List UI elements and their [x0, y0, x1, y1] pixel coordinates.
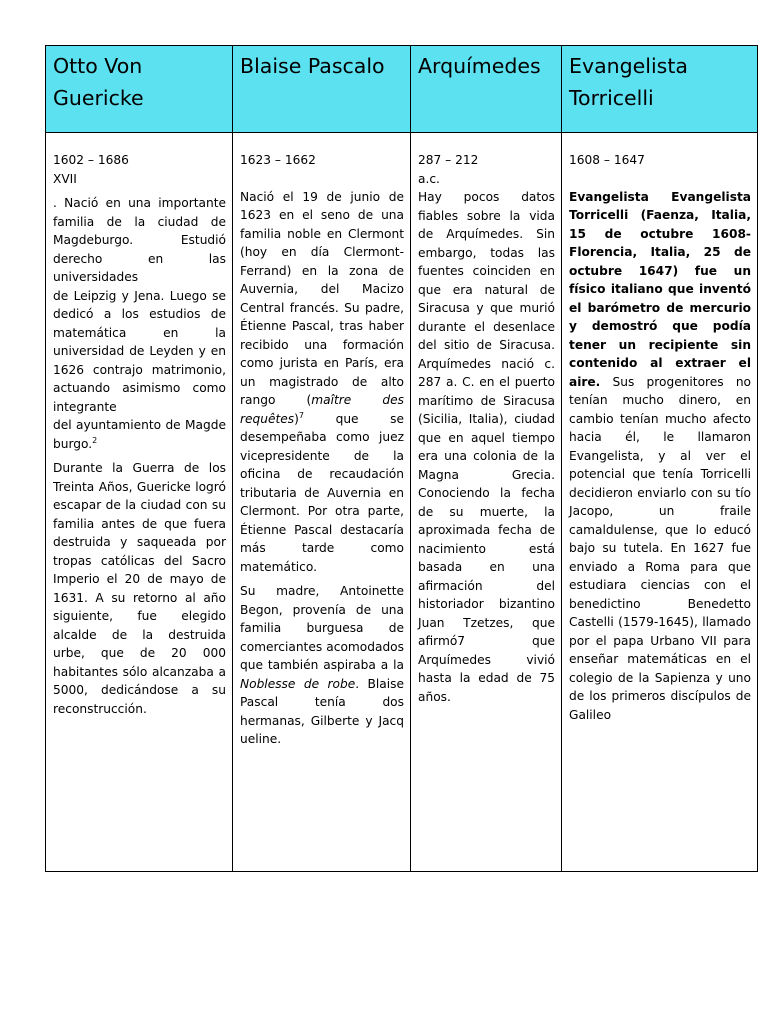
guericke-paragraph-2: Durante la Guerra de los Treinta Años, Guericke logró escapar de la ciudad con su familia antes de que fuera destruida y saqueada por tropas católicas del Sacro Imperio el 20 de mayo de 1631. A su retorno al año siguiente, fue elegido alcalde de la destruida urbe, que de 20 000 habitantes sólo alcanzaba a 5000, dedicándose a su reconstrucción. [53, 461, 226, 716]
pascal-p1-text-c: que se desempeñaba como juez vicepresidente de la oficina de recaudación tributaria de Auvernia en Clermont. Por otra parte, Étienne Pascal destacaría más tarde como matemático. [240, 411, 404, 574]
footnote-ref: 2 [92, 435, 98, 445]
cell-arquimedes [411, 133, 562, 872]
header-guericke [46, 46, 233, 133]
header-arquimedes-text: Arquímedes [418, 54, 541, 78]
pascal-paragraph-2 [240, 582, 404, 749]
content-row [46, 133, 758, 872]
header-pascal-text: Blaise Pascalo [240, 54, 385, 78]
guericke-p1-text: . Nació en una importante familia de la ciudad de Magdeburgo. Estudió derecho en las universidades de Leipzig y Jena. Luego se dedicó a los estudios de matemática en la universidad de Leyden y en 1626 contrajo matrimonio, actuando asimismo como integrante del ayuntamiento de Magde burgo. [53, 196, 226, 451]
cell-torricelli [562, 133, 758, 872]
header-torricelli-text: Evangelista Torricelli [569, 54, 688, 110]
guericke-dates: 1602 – 1686 XVII [53, 153, 129, 186]
pascal-p2-italic: Noblesse de robe [240, 676, 356, 691]
pascal-p2-text-a: Su madre, Antoinette Begon, provenía de una familia burguesa de comerciantes acomodados que también aspiraba a la [240, 584, 404, 672]
footnote-ref: 7 [298, 410, 304, 420]
arquimedes-dates: 287 – 212 a.c. [418, 153, 479, 186]
biography-table [45, 45, 758, 872]
torricelli-p1-text: Sus progenitores no tenían mucho dinero, en cambio tenían mucho afecto hacia él, le llamaron Evangelista, y al ver el potencial que tenía Torricelli decidieron enviarlo con su tío Jacopo, un fraile camaldulense, que lo educó bajo su tutela. En 1627 fue enviado a Roma para que estudiara ciencias con el benedictino Benedetto Castelli (1579-1645), llamado por el papa Urbano VII para enseñar matemáticas en el colegio de la Sapienza y uno de los primeros discípulos de Galileo [569, 374, 751, 722]
torricelli-paragraph-1 [569, 188, 751, 725]
torricelli-p1-bold: Evangelista Evangelista Torricelli (Faenza, Italia, 15 de octubre 1608-Florencia, Italia, 25 de octubre 1647) fue un físico italiano que inventó el barómetro de mercurio y demostró que podía tener un recipiente sin contenido al extraer el aire. [569, 189, 751, 389]
pascal-paragraph-1 [240, 188, 404, 577]
guericke-paragraph-1 [53, 194, 226, 453]
header-pascal [233, 46, 411, 133]
header-row [46, 46, 758, 133]
header-arquimedes [411, 46, 562, 133]
pascal-dates: 1623 – 1662 [240, 153, 316, 167]
arquimedes-paragraph-1: Hay pocos datos fiables sobre la vida de Arquímedes. Sin embargo, todas las fuentes coinciden en que era natural de Siracusa y que murió durante el desenlace del sitio de Siracusa. Arquímedes nació c. 287 a. C. en el puerto marítimo de Siracusa (Sicilia, Italia), ciudad que en aquel tiempo era una colonia de la Magna Grecia. Conociendo la fecha de su muerte, la aproximada fecha de nacimiento está basada en una afirmación del historiador bizantino Juan Tzetzes, que afirmó7 que Arquímedes vivió hasta la edad de 75 años. [418, 190, 555, 704]
pascal-p2-text-b: . Blaise Pascal tenía dos hermanas, Gilberte y Jacq ueline. [240, 676, 405, 746]
cell-pascal [233, 133, 411, 872]
cell-guericke [46, 133, 233, 872]
pascal-p1-text-b: ) [294, 411, 299, 426]
torricelli-dates: 1608 – 1647 [569, 153, 645, 167]
header-guericke-text: Otto Von Guericke [53, 54, 144, 110]
pascal-p1-text-a: Nació el 19 de junio de 1623 en el seno de una familia noble en Clermont (hoy en día Clermont-Ferrand) en la zona de Auvernia, del Macizo Central francés. Su padre, Étienne Pascal, tras haber recibido una formación como jurista en París, era un magistrado de alto rango ( [240, 189, 404, 407]
header-torricelli [562, 46, 758, 133]
pascal-p1-italic: maître des requêtes [240, 393, 404, 426]
